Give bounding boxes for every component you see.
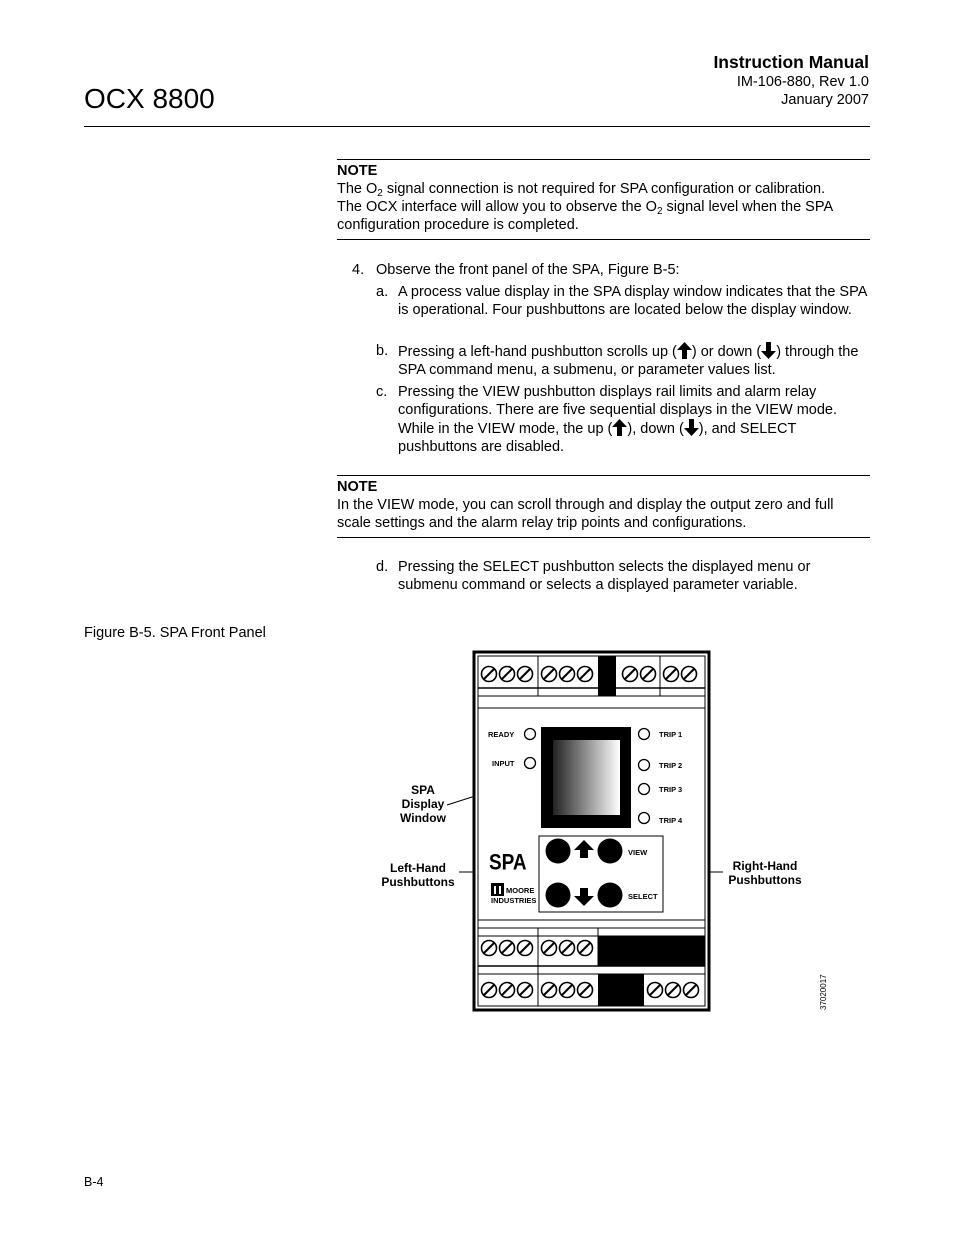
terminal-screw — [500, 941, 515, 956]
terminal-screw — [666, 983, 681, 998]
terminal-screw — [542, 941, 557, 956]
step-4c: c. Pressing the VIEW pushbutton displays rail limits and alarm relay configurations. There are five sequential displays in the VIEW mode. While in the VIEW mode, the up ( ), down ( ), and SELECT pushbuttons are disabled. — [376, 384, 837, 455]
select-label: SELECT — [628, 892, 658, 901]
terminal-screw — [560, 667, 575, 682]
manual-title: Instruction Manual — [713, 52, 869, 72]
callout-display-window: SPA Display Window — [400, 783, 446, 825]
terminal-screw — [518, 983, 533, 998]
terminal-screw — [578, 983, 593, 998]
figure-id: 37020017 — [819, 974, 828, 1010]
view-label: VIEW — [628, 848, 648, 857]
terminal-screw — [560, 983, 575, 998]
note-line: configuration procedure is completed. — [337, 217, 579, 233]
svg-text:MOORE: MOORE — [506, 886, 535, 895]
terminal-screw — [482, 667, 497, 682]
step-4a: a. A process value display in the SPA display window indicates that the SPA is operational. Four pushbuttons are located below the display window. — [376, 284, 867, 318]
select-pushbutton — [598, 883, 623, 908]
note-line: The $O_2$ signal connection is not required for SPA configuration or calibration. — [337, 181, 826, 199]
page-number: B-4 — [84, 1175, 104, 1189]
doc-date: January 2007 — [781, 92, 869, 108]
terminal-screw — [684, 983, 699, 998]
note-title: NOTE — [337, 479, 378, 495]
terminal-screw — [500, 983, 515, 998]
terminal-screw — [560, 941, 575, 956]
terminal-screw — [518, 941, 533, 956]
display-window — [553, 740, 620, 815]
input-led — [525, 758, 536, 769]
terminal-screw — [641, 667, 656, 682]
terminal-screw — [648, 983, 663, 998]
terminal-screw — [578, 667, 593, 682]
terminal-screw — [664, 667, 679, 682]
svg-text:INDUSTRIES: INDUSTRIES — [491, 896, 537, 905]
step-4: 4. Observe the front panel of the SPA, Figure B-5: — [352, 262, 680, 278]
trip3-label: TRIP 3 — [659, 785, 683, 794]
terminal-screw — [500, 667, 515, 682]
terminal-screw — [518, 667, 533, 682]
product-title: OCX 8800 — [84, 83, 215, 114]
moore-industries-logo — [491, 883, 536, 905]
down-pushbutton — [546, 883, 571, 908]
trip1-led — [639, 729, 650, 740]
ready-led — [525, 729, 536, 740]
terminal-screw — [482, 941, 497, 956]
terminal-screw — [482, 983, 497, 998]
trip4-led — [639, 813, 650, 824]
ready-label: READY — [488, 730, 515, 739]
terminal-screw — [542, 667, 557, 682]
trip3-led — [639, 784, 650, 795]
trip1-label: TRIP 1 — [659, 730, 683, 739]
terminal-screw — [578, 941, 593, 956]
trip4-label: TRIP 4 — [659, 816, 683, 825]
trip2-led — [639, 760, 650, 771]
input-label: INPUT — [492, 759, 515, 768]
terminal-screw — [623, 667, 638, 682]
view-pushbutton — [598, 839, 623, 864]
note-text: In the VIEW mode, you can scroll through and display the output zero and full scale settings and the alarm relay trip points and configurations. — [337, 497, 834, 531]
up-pushbutton — [546, 839, 571, 864]
spa-brand: SPA — [489, 850, 527, 875]
terminal-screw — [542, 983, 557, 998]
step-4b: b. Pressing a left-hand pushbutton scrolls up ( ) or down ( ) through the SPA command menu, a submenu, or parameter values list. — [376, 343, 859, 378]
doc-id: IM-106-880, Rev 1.0 — [736, 74, 869, 90]
callout-right-pushbuttons: Right-Hand Pushbuttons — [728, 859, 802, 887]
terminal-screw — [682, 667, 697, 682]
note-title: NOTE — [337, 163, 378, 179]
trip2-label: TRIP 2 — [659, 761, 683, 770]
note-line: The OCX interface will allow you to observe the $O_2$ signal level when the SPA — [337, 199, 834, 217]
callout-left-pushbuttons: Left-Hand Pushbuttons — [381, 861, 455, 889]
step-4d: d. Pressing the SELECT pushbutton selects the displayed menu or submenu command or selects a displayed parameter variable. — [376, 559, 811, 593]
figure-caption: Figure B-5. SPA Front Panel — [84, 625, 266, 641]
